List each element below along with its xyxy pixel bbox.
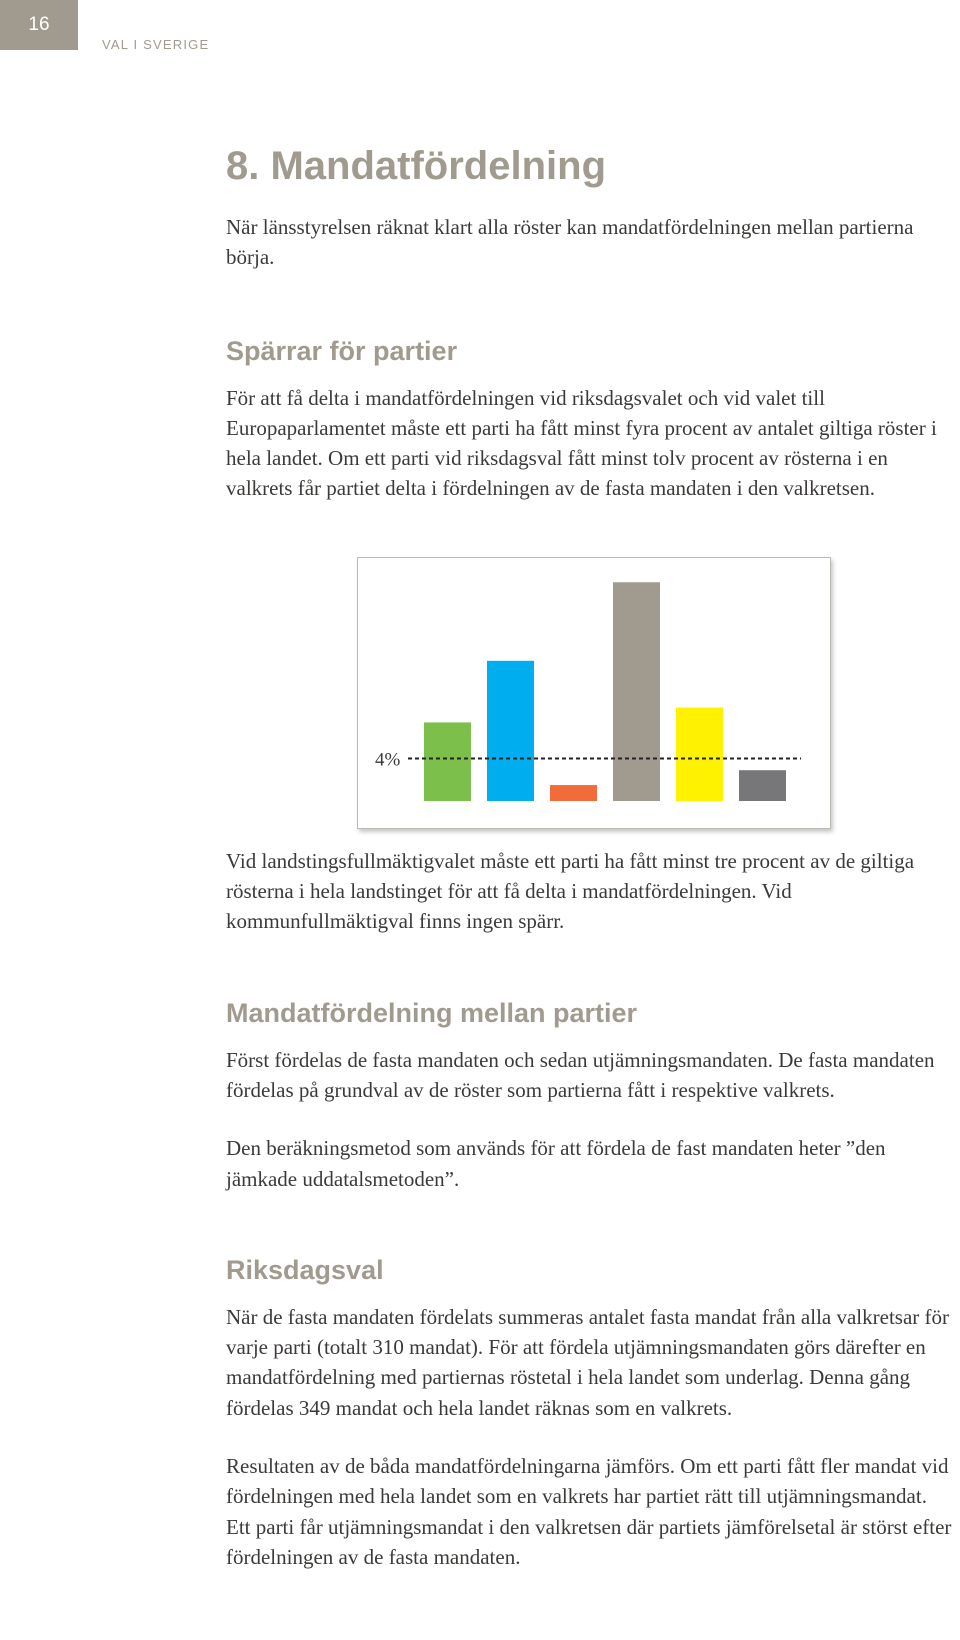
section-title: 8. Mandatfördelning [226, 144, 606, 188]
mellan-paragraph-1: Först fördelas de fasta mandaten och sedan utjämningsmandaten. De fasta mandaten fördelas på grundval av de röster som partierna fått i respektive valkrets. [226, 1047, 935, 1102]
mellan-paragraph-2: Den beräkningsmetod som används för att fördela de fast mandaten heter ”den jämkade uddatalsmetoden”. [226, 1136, 886, 1191]
riksdagsval-paragraph-2: Resultaten av de båda mandatfördelningarna jämförs. Om ett parti fått fler mandat vid fördelningen med hela landet som en valkrets har partiet rätt till utjämningsmandat. Ett parti får utjämningsmandat i den valkretsen där partiets jämförelsetal är störst efter fördelningen av de fasta mandaten. [226, 1454, 952, 1569]
threshold-label: 4% [375, 749, 401, 771]
bar-grey-beige [613, 582, 660, 801]
heading-mandatfordelning-mellan-partier: Mandatfördelning mellan partier [226, 997, 638, 1028]
intro-paragraph: När länsstyrelsen räknat klart alla röster kan mandatfördelningen mellan partierna börja. [226, 215, 914, 270]
riksdagsval-paragraph-1: När de fasta mandaten fördelats summeras antalet fasta mandat från alla valkretsar för varje parti (totalt 310 mandat). För att fördela utjämningsmandaten görs därefter en mandatfördelning med partiernas röstetal i hela landet som underlag. Denna gång fördelas 349 mandat och hela landet räknas som en valkrets. [226, 1304, 950, 1420]
bar-blue [487, 661, 534, 801]
main-content [226, 140, 954, 1572]
running-head: VAL I SVERIGE [102, 37, 210, 52]
page-number-tab [0, 0, 78, 50]
bar-green [424, 722, 471, 801]
bar-chart-svg [358, 558, 830, 828]
sparrar-paragraph-2: Vid landstingsfullmäktigvalet måste ett parti ha fått minst tre procent av de giltiga rösterna i hela landstinget för att få delta i mandatfördelningen. Vid kommunfullmäktigval finns ingen spärr. [226, 848, 915, 934]
bar-orange [550, 785, 597, 801]
threshold-bar-chart [357, 557, 831, 829]
sparrar-paragraph-1: För att få delta i mandatfördelningen vid riksdagsvalet och vid valet till Europaparlamentet måste ett parti ha fått minst fyra procent av antalet giltiga röster i hela landet. Om ett parti vid riksdagsval fått minst tolv procent av rösterna i en valkrets får partiet delta i fördelningen av de fasta mandaten i den valkretsen. [226, 385, 937, 501]
bar-yellow [676, 708, 723, 801]
bar-dark-grey [739, 770, 786, 801]
heading-riksdagsval: Riksdagsval [226, 1254, 384, 1285]
page-number: 16 [28, 14, 50, 35]
heading-sparrar: Spärrar för partier [226, 335, 458, 366]
